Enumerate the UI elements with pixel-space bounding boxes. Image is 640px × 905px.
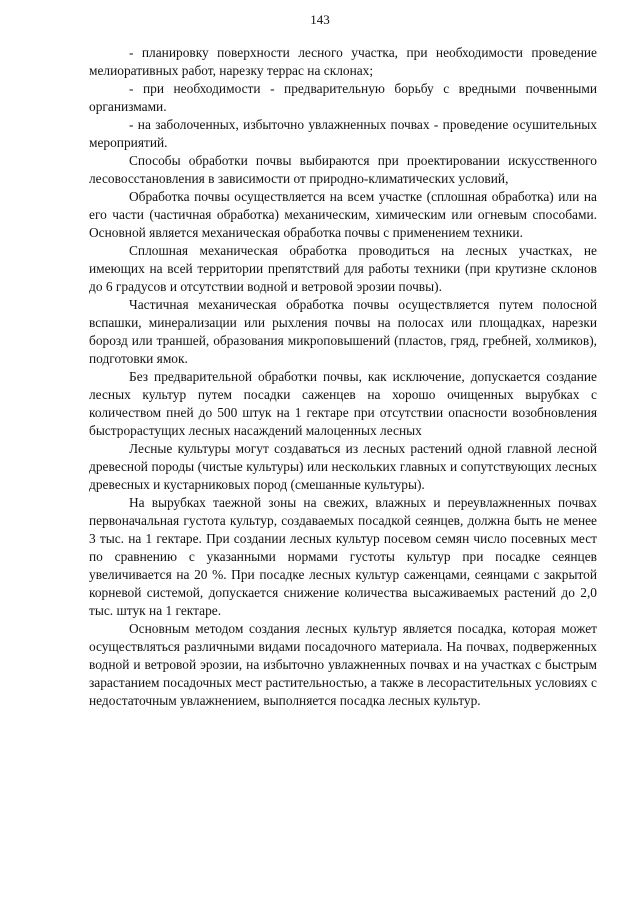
paragraph-methods-choice: Способы обработки почвы выбираются при проектировании искусственного лесовосстановления в зависимости от природно-климатических условий, [89, 153, 597, 186]
paragraph-forest-cultures: Лесные культуры могут создаваться из лесных растений одной главной лесной древесной породы (чистые культуры) или нескольких главных и сопутствующих лесных древесных и кустарниковых пород (смешанные культуры). [89, 441, 597, 492]
paragraph-continuous-treatment: Сплошная механическая обработка проводиться на лесных участках, не имеющих на всей территории препятствий для работы техники (при крутизне склонов до 6 градусов и отсутствии водной и ветровой эрозии почвы). [89, 243, 597, 294]
paragraph-bullet-drainage: - на заболоченных, избыточно увлажненных почвах - проведение осушительных мероприятий. [89, 117, 597, 150]
paragraph-bullet-terrain: - планировку поверхности лесного участка, при необходимости проведение мелиоративных работ, нарезку террас на склонах; [89, 45, 597, 78]
paragraph-bullet-pests: - при необходимости - предварительную борьбу с вредными почвенными организмами. [89, 81, 597, 114]
paragraph-no-treatment: Без предварительной обработки почвы, как исключение, допускается создание лесных культур путем посадки саженцев на хорошо очищенных вырубках с количеством пней до 500 штук на 1 гектаре при отсутствии опасности возобновления быстрорастущих лесных насаждений малоценных лесных [89, 369, 597, 438]
document-body [89, 44, 597, 710]
paragraph-soil-treatment: Обработка почвы осуществляется на всем участке (сплошная обработка) или на его части (частичная обработка) механическим, химическим или огневым способами. Основной является механическая обработка почвы с применением техники. [89, 189, 597, 240]
paragraph-partial-treatment: Частичная механическая обработка почвы осуществляется путем полосной вспашки, минерализации или рыхления почвы на полосах или площадках, нарезки борозд или траншей, образования микроповышений (пластов, гряд, гребней, холмиков), подготовки ямок. [89, 297, 597, 366]
paragraph-planting-method: Основным методом создания лесных культур является посадка, которая может осуществляться различными видами посадочного материала. На почвах, подверженных водной и ветровой эрозии, на избыточно увлажненных почвах и на участках с быстрым зарастанием посадочных мест растительностью, а также в лесорастительных условиях с недостаточным увлажнением, выполняется посадка лесных культур. [89, 621, 597, 708]
page-number: 143 [310, 12, 330, 27]
paragraph-taiga-density: На вырубках таежной зоны на свежих, влажных и переувлажненных почвах первоначальная густота культур, создаваемых посадкой сеянцев, должна быть не менее 3 тыс. на 1 гектаре. При создании лесных культур посевом семян число посевных мест по сравнению с указанными нормами густоты культур при посадке сеянцев увеличивается на 20 %. При посадке лесных культур саженцами, сеянцами с закрытой корневой системой, допускается снижение количества высаживаемых растений до 2,0 тыс. штук на 1 гектаре. [89, 495, 597, 618]
